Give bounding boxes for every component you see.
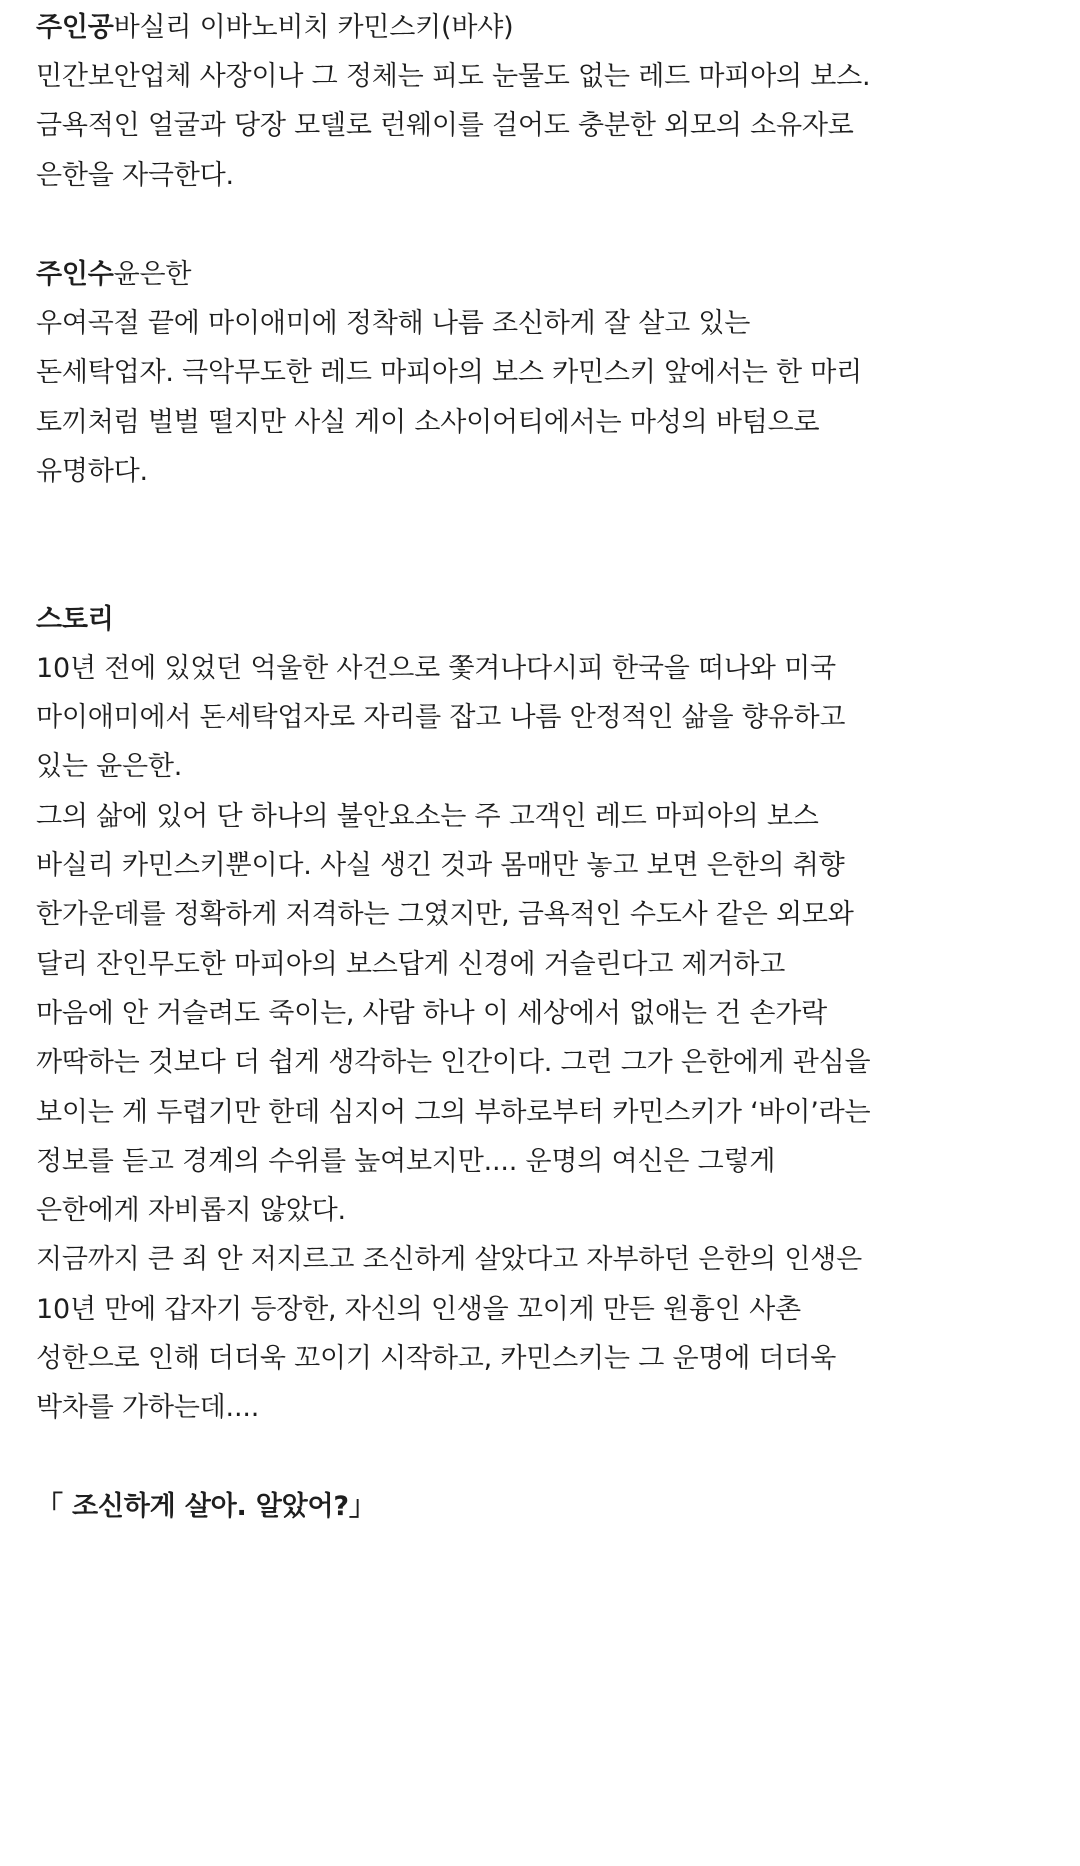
counterpart-label: 주인수 (36, 259, 114, 290)
counterpart-line: 돈세탁업자. 극악무도한 레드 마피아의 보스 카민스키 앞에서는 한 마리 (36, 357, 863, 388)
counterpart-name: 윤은한 (113, 259, 192, 290)
story-line: 10년 전에 있었던 억울한 사건으로 쫓겨나다시피 한국을 떠나와 미국 (36, 653, 836, 684)
story-line: 달리 잔인무도한 마피아의 보스답게 신경에 거슬린다고 제거하고 (36, 949, 786, 980)
story-line: 있는 윤은한. (36, 751, 183, 782)
counterpart-line: 유명하다. (36, 456, 148, 487)
story-line: 마음에 안 거슬려도 죽이는, 사람 하나 이 세상에서 없애는 건 손가락 (36, 998, 828, 1029)
counterpart-heading (36, 255, 191, 295)
story-heading: 스토리 (36, 604, 114, 635)
counterpart-line: 우여곡절 끝에 마이애미에 정착해 나름 조신하게 잘 살고 있는 (36, 308, 751, 339)
counterpart-line: 토끼처럼 벌벌 떨지만 사실 게이 소사이어티에서는 마성의 바텀으로 (36, 407, 820, 438)
story-line: 성한으로 인해 더더욱 꼬이기 시작하고, 카민스키는 그 운명에 더더욱 (36, 1343, 837, 1374)
closing-quote: 「 조신하게 살아. 알았어?」 (36, 1491, 376, 1522)
story-line: 은한에게 자비롭지 않았다. (36, 1195, 346, 1226)
protagonist-label: 주인공 (36, 12, 114, 43)
story-line: 마이애미에서 돈세탁업자로 자리를 잡고 나름 안정적인 삶을 향유하고 (36, 702, 846, 733)
story-line: 그의 삶에 있어 단 하나의 불안요소는 주 고객인 레드 마피아의 보스 (36, 801, 819, 832)
story-line: 정보를 듣고 경계의 수위를 높여보지만.... 운명의 여신은 그렇게 (36, 1146, 776, 1177)
protagonist-heading (36, 8, 513, 48)
story-line: 한가운데를 정확하게 저격하는 그였지만, 금욕적인 수도사 같은 외모와 (36, 899, 854, 930)
story-line: 지금까지 큰 죄 안 저지르고 조신하게 살았다고 자부하던 은한의 인생은 (36, 1244, 863, 1275)
story-line: 10년 만에 갑자기 등장한, 자신의 인생을 꼬이게 만든 원흉인 사촌 (36, 1294, 801, 1325)
story-line: 까딱하는 것보다 더 쉽게 생각하는 인간이다. 그런 그가 은한에게 관심을 (36, 1047, 871, 1078)
story-line: 박차를 가하는데.... (36, 1392, 260, 1423)
story-line: 바실리 카민스키뿐이다. 사실 생긴 것과 몸매만 놓고 보면 은한의 취향 (36, 850, 845, 881)
protagonist-line: 금욕적인 얼굴과 당장 모델로 런웨이를 걸어도 충분한 외모의 소유자로 (36, 110, 854, 141)
protagonist-name: 바실리 이바노비치 카민스키(바샤) (113, 12, 514, 43)
story-line: 보이는 게 두렵기만 한데 심지어 그의 부하로부터 카민스키가 ‘바이’라는 (36, 1097, 871, 1128)
protagonist-line: 은한을 자극한다. (36, 160, 234, 191)
protagonist-line: 민간보안업체 사장이나 그 정체는 피도 눈물도 없는 레드 마피아의 보스. (36, 61, 871, 92)
